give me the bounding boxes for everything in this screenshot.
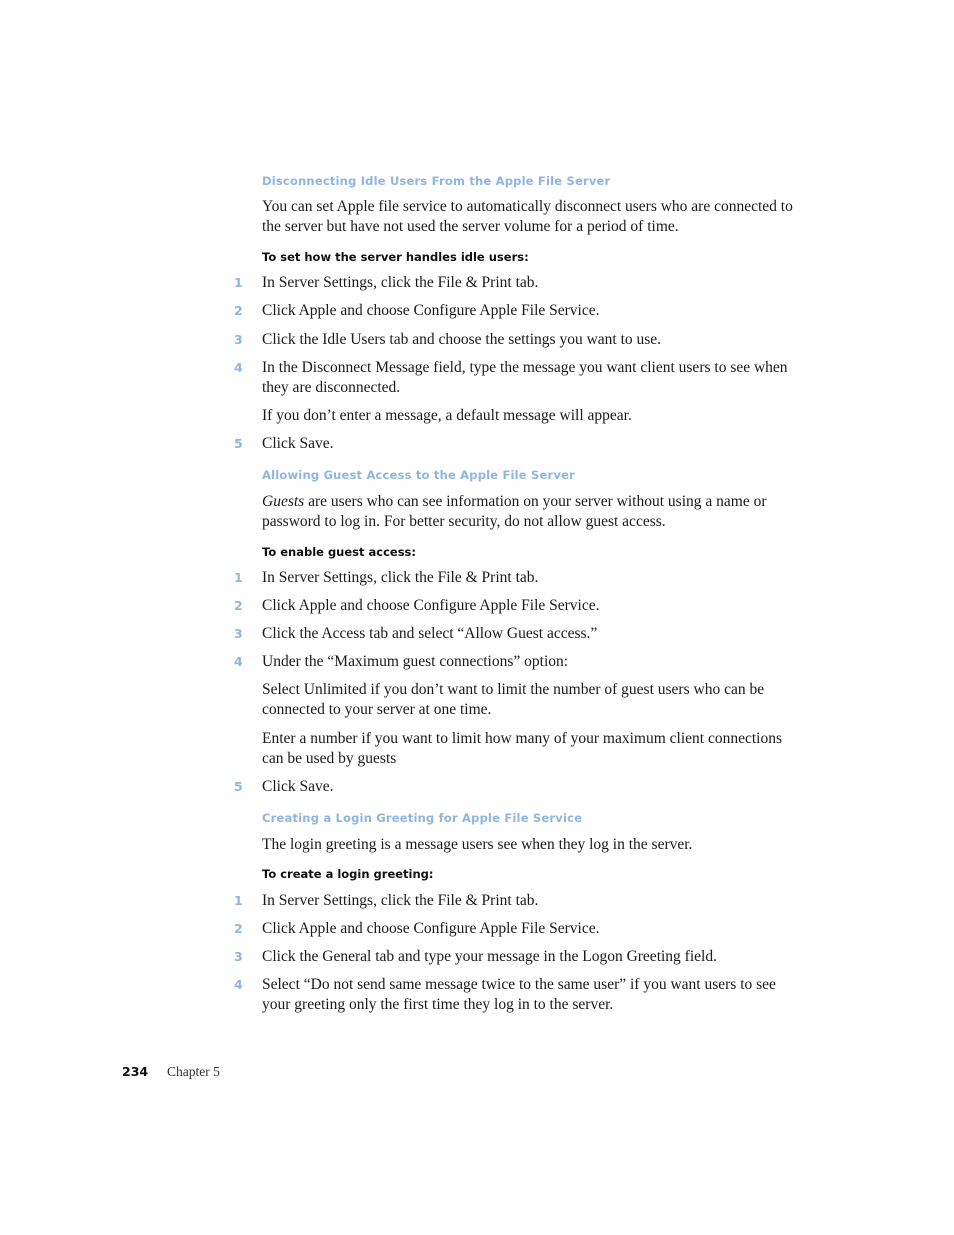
step-number: 3 (234, 949, 243, 964)
step-number: 5 (234, 779, 243, 794)
step-text: In Server Settings, click the File & Print tab. (262, 569, 539, 586)
page-number: 234 (122, 1064, 149, 1079)
step-number: 1 (234, 275, 243, 290)
step-text: Click Apple and choose Configure Apple File Service. (262, 597, 600, 614)
step-note: Enter a number if you want to limit how many of your maximum client connections can be used by guests (262, 730, 782, 767)
chapter-label: Chapter 5 (167, 1064, 220, 1079)
step-text: Click the Access tab and select “Allow Guest access.” (262, 625, 598, 642)
step-text: Click Save. (262, 435, 334, 452)
step-number: 2 (234, 921, 243, 936)
step-number: 3 (234, 332, 243, 347)
step-number: 2 (234, 598, 243, 613)
section-heading-guest-access: Allowing Guest Access to the Apple File Server (262, 468, 575, 482)
step-number: 1 (234, 570, 243, 585)
section-intro-guest-access (262, 492, 802, 532)
step-number: 3 (234, 626, 243, 641)
term-guests: Guests (262, 493, 305, 510)
section-intro-idle-users: You can set Apple file service to automatically disconnect users who are connected to the server but have not used the server volume for a period of time. (262, 198, 793, 235)
procedure-lead-guest-access: To enable guest access: (262, 545, 416, 559)
step-note: If you don’t enter a message, a default message will appear. (262, 407, 632, 424)
step-number: 2 (234, 303, 243, 318)
section-intro-login-greeting: The login greeting is a message users see when they log in the server. (262, 836, 693, 853)
step-text: Under the “Maximum guest connections” option: (262, 653, 569, 670)
step-text: Click Save. (262, 778, 334, 795)
step-text: Click Apple and choose Configure Apple File Service. (262, 920, 600, 937)
step-text: In the Disconnect Message field, type the message you want client users to see when they are disconnected. (262, 359, 788, 396)
step-text: Click the General tab and type your message in the Logon Greeting field. (262, 948, 717, 965)
step-text: In Server Settings, click the File & Print tab. (262, 892, 539, 909)
procedure-lead-login-greeting: To create a login greeting: (262, 867, 434, 881)
step-note: Select Unlimited if you don’t want to limit the number of guest users who can be connected to your server at one time. (262, 681, 765, 718)
step-text: Click Apple and choose Configure Apple File Service. (262, 302, 600, 319)
step-number: 4 (234, 654, 243, 669)
step-number: 5 (234, 436, 243, 451)
step-text: Click the Idle Users tab and choose the settings you want to use. (262, 331, 662, 348)
procedure-lead-idle-users: To set how the server handles idle users: (262, 250, 529, 264)
section-heading-idle-users: Disconnecting Idle Users From the Apple File Server (262, 174, 611, 188)
step-number: 4 (234, 977, 243, 992)
section-heading-login-greeting: Creating a Login Greeting for Apple File Service (262, 811, 583, 825)
step-number: 4 (234, 360, 243, 375)
intro-text: are users who can see information on your server without using a name or password to log in. For better security, do not allow guest access. (262, 493, 767, 530)
step-text: In Server Settings, click the File & Print tab. (262, 274, 539, 291)
step-text: Select “Do not send same message twice to the same user” if you want users to see your greeting only the first time they log in to the server. (262, 976, 776, 1013)
step-number: 1 (234, 893, 243, 908)
